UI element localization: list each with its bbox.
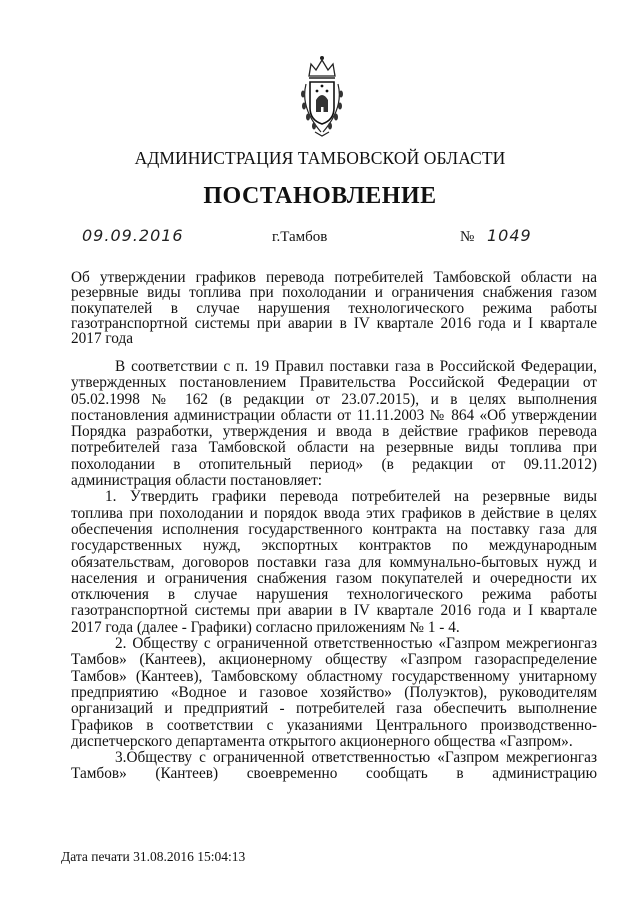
body-line: отключения в случае нарушения технологического режима работы (71, 586, 597, 604)
document-title (71, 270, 597, 346)
body-line: организаций и предприятий - потребителей газа обеспечить выполнение (71, 700, 597, 718)
print-date-footer: Дата печати 31.08.2016 15:04:13 (61, 849, 246, 864)
title-line: газотранспортной системы при аварии в IV квартале 2016 года и I квартале (71, 314, 597, 332)
agency-name: АДМИНИСТРАЦИЯ ТАМБОВСКОЙ ОБЛАСТИ (134, 148, 506, 168)
handwritten-number: 1049 (487, 226, 532, 245)
body-line: В соответствии с п. 19 Правил поставки газа в Российской Федерации, (115, 358, 597, 375)
title-line: Об утверждении графиков перевода потребителей Тамбовской области на (71, 269, 597, 286)
document-type: ПОСТАНОВЛЕНИЕ (203, 183, 437, 209)
handwritten-date: 09.09.2016 (82, 226, 184, 245)
body-line: 05.02.1998 № 162 (в редакции от 23.07.2015), и в целях выполнения (71, 390, 597, 408)
body-line: 3.Обществу с ограниченной ответственностью «Газпром межрегионгаз (115, 749, 597, 767)
title-line: резервные виды топлива при похолодании и ограничения снабжения газом (71, 284, 597, 302)
body-line: утвержденных постановлением Правительства Российской Федерации от (71, 374, 597, 392)
body-line: 2017 года (далее - Графики) согласно приложениям № 1 - 4. (71, 618, 460, 636)
body-line: похолодании в отопительный период» (в редакции от 09.11.2012) (71, 455, 597, 473)
document-body (71, 359, 597, 783)
body-line: газотранспортной системы при аварии в IV квартале 2016 года и I квартале (71, 602, 597, 620)
body-line: Тамбов» (Кантеев), акционерному обществу «Газпром газораспределение (71, 651, 597, 669)
body-line: государственных нужд, экспортных контрактов по международным (71, 537, 597, 555)
body-line: Порядка разработки, утверждения и ввода в действие графиков перевода (71, 423, 597, 441)
body-line: Тамбов» (Кантеев), Тамбовскому областному государственному унитарному (71, 667, 597, 685)
body-line: постановления администрации области от 11.11.2003 № 864 «Об утверждении (71, 406, 597, 424)
body-line: диспетчерского департамента открытого акционерного общества «Газпром». (71, 732, 573, 750)
title-line: покупателей в случае нарушения технологического режима работы (71, 299, 597, 317)
body-line: Графиков в соответствии с указаниями Центрального производственно- (71, 716, 597, 734)
title-line: 2017 года (71, 330, 134, 348)
body-line: предприятию «Водное и газовое хозяйство» (Полуэктов), руководителям (71, 683, 597, 701)
body-line: Тамбов» (Кантеев) своевременно сообщать в администрацию (71, 765, 597, 783)
body-line: потребителей газа Тамбовской области на резервные виды топлива при (71, 439, 597, 457)
number-label: № (460, 229, 475, 245)
body-line: населения и ограничения снабжения газом покупателей и очередности их (71, 569, 597, 587)
body-line: 1. Утвердить графики перевода потребителей на резервные виды (105, 488, 597, 506)
body-line: обеспечения исполнения государственного контракта на поставку газа для (71, 520, 597, 538)
city-label: г.Тамбов (272, 229, 328, 245)
coat-of-arms-emblem (297, 50, 347, 140)
body-line: топлива при похолодании и порядок ввода этих графиков в действие в целях (71, 504, 597, 522)
body-line: обязательствам, договоров поставки газа для коммунально-бытовых нужд и (71, 553, 597, 571)
body-line: 2. Обществу с ограниченной ответственностью «Газпром межрегионгаз (115, 635, 597, 653)
body-line: администрация области постановляет: (71, 472, 323, 490)
